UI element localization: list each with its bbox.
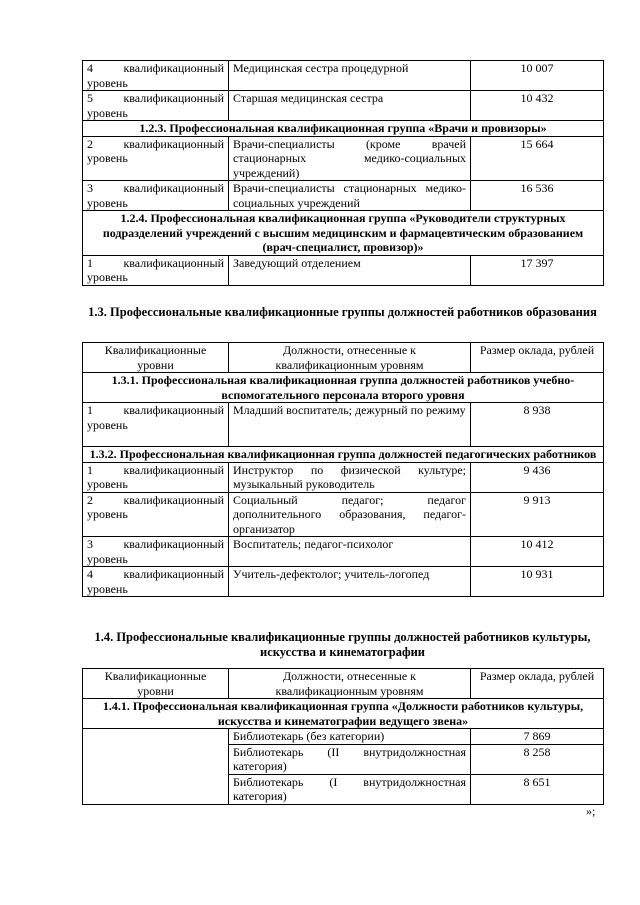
salary-cell: 8 651 — [471, 774, 604, 804]
group-title: 1.3.2. Профессиональная квалификационная группа должностей педагогических работников — [83, 447, 604, 463]
level-cell — [83, 729, 229, 745]
salary-cell: 17 397 — [471, 255, 604, 285]
table-row — [83, 462, 604, 492]
salary-cell: 8 938 — [471, 403, 604, 447]
group-row — [83, 211, 604, 256]
table-row — [83, 61, 604, 91]
group-title: 1.2.4. Профессиональная квалификационная группа «Руководители структурных подразделений учреждений с высшим медицинским и фармацевтическим образованием (врач-специалист, провизор)» — [83, 211, 604, 256]
level-cell: 1 квалификационный уровень — [83, 403, 229, 447]
table-row — [83, 136, 604, 181]
table-row — [83, 537, 604, 567]
table-row — [83, 403, 604, 447]
level-cell: 3 квалификационный уровень — [83, 537, 229, 567]
level-cell: 4 квалификационный уровень — [83, 567, 229, 597]
position-cell: Учитель-дефектолог; учитель-логопед — [229, 567, 471, 597]
position-cell: Заведующий отделением — [229, 255, 471, 285]
level-cell: 2 квалификационный уровень — [83, 492, 229, 537]
level-cell: 5 квалификационный уровень — [83, 91, 229, 121]
position-cell: Социальный педагог; педагог дополнительного образования, педагог-организатор — [229, 492, 471, 537]
table-row — [83, 774, 604, 804]
table-row — [83, 181, 604, 211]
table-header-row — [83, 343, 604, 373]
table-header-row — [83, 669, 604, 699]
column-header-salary: Размер оклада, рублей — [471, 343, 604, 373]
level-cell: 3 квалификационный уровень — [83, 181, 229, 211]
position-cell: Инструктор по физической культуре; музыкальный руководитель — [229, 462, 471, 492]
position-cell: Воспитатель; педагог-психолог — [229, 537, 471, 567]
salary-cell: 10 931 — [471, 567, 604, 597]
table-row — [83, 91, 604, 121]
group-title: 1.4.1. Профессиональная квалификационная группа «Должности работников культуры, искусства и кинематографии ведущего звена» — [83, 699, 604, 729]
table-row — [83, 567, 604, 597]
level-cell: 1 квалификационный уровень — [83, 255, 229, 285]
table-row — [83, 744, 604, 774]
salary-cell: 9 913 — [471, 492, 604, 537]
table-row — [83, 255, 604, 285]
culture-salary-table — [82, 668, 604, 805]
salary-cell: 8 258 — [471, 744, 604, 774]
salary-cell: 7 869 — [471, 729, 604, 745]
column-header-level: Квалификационные уровни — [83, 669, 229, 699]
position-cell: Библиотекарь (без категории) — [229, 729, 471, 745]
level-cell: 1 квалификационный уровень — [83, 462, 229, 492]
level-cell — [83, 774, 229, 804]
salary-cell: 10 432 — [471, 91, 604, 121]
group-row — [83, 373, 604, 403]
group-row — [83, 121, 604, 137]
salary-cell: 10 007 — [471, 61, 604, 91]
table-row — [83, 492, 604, 537]
column-header-position: Должности, отнесенные к квалификационным уровням — [229, 669, 471, 699]
level-cell: 4 квалификационный уровень — [83, 61, 229, 91]
position-cell: Старшая медицинская сестра — [229, 91, 471, 121]
closing-quote-mark: »; — [586, 804, 596, 818]
column-header-level: Квалификационные уровни — [83, 343, 229, 373]
group-row — [83, 699, 604, 729]
position-cell: Врачи-специалисты стационарных медико-социальных учреждений — [229, 181, 471, 211]
position-cell: Библиотекарь (I внутридолжностная категория) — [229, 774, 471, 804]
salary-cell: 10 412 — [471, 537, 604, 567]
level-cell: 2 квалификационный уровень — [83, 136, 229, 181]
group-title: 1.3.1. Профессиональная квалификационная группа должностей работников учебно-вспомогательного персонала второго уровня — [83, 373, 604, 403]
position-cell: Врачи-специалисты (кроме врачей стационарных медико-социальных учреждений) — [229, 136, 471, 181]
salary-cell: 15 664 — [471, 136, 604, 181]
salary-cell: 16 536 — [471, 181, 604, 211]
level-cell — [83, 744, 229, 774]
medical-salary-table — [82, 60, 604, 286]
section-heading-culture: 1.4. Профессиональные квалификационные группы должностей работников культуры, искусства и кинематографии — [94, 630, 591, 659]
salary-cell: 9 436 — [471, 462, 604, 492]
group-title: 1.2.3. Профессиональная квалификационная группа «Врачи и провизоры» — [83, 121, 604, 137]
position-cell: Библиотекарь (II внутридолжностная категория) — [229, 744, 471, 774]
table-row — [83, 729, 604, 745]
group-row — [83, 447, 604, 463]
position-cell: Медицинская сестра процедурной — [229, 61, 471, 91]
column-header-position: Должности, отнесенные к квалификационным уровням — [229, 343, 471, 373]
section-heading-education: 1.3. Профессиональные квалификационные группы должностей работников образования — [88, 305, 597, 319]
column-header-salary: Размер оклада, рублей — [471, 669, 604, 699]
education-salary-table — [82, 342, 604, 597]
position-cell: Младший воспитатель; дежурный по режиму — [229, 403, 471, 447]
